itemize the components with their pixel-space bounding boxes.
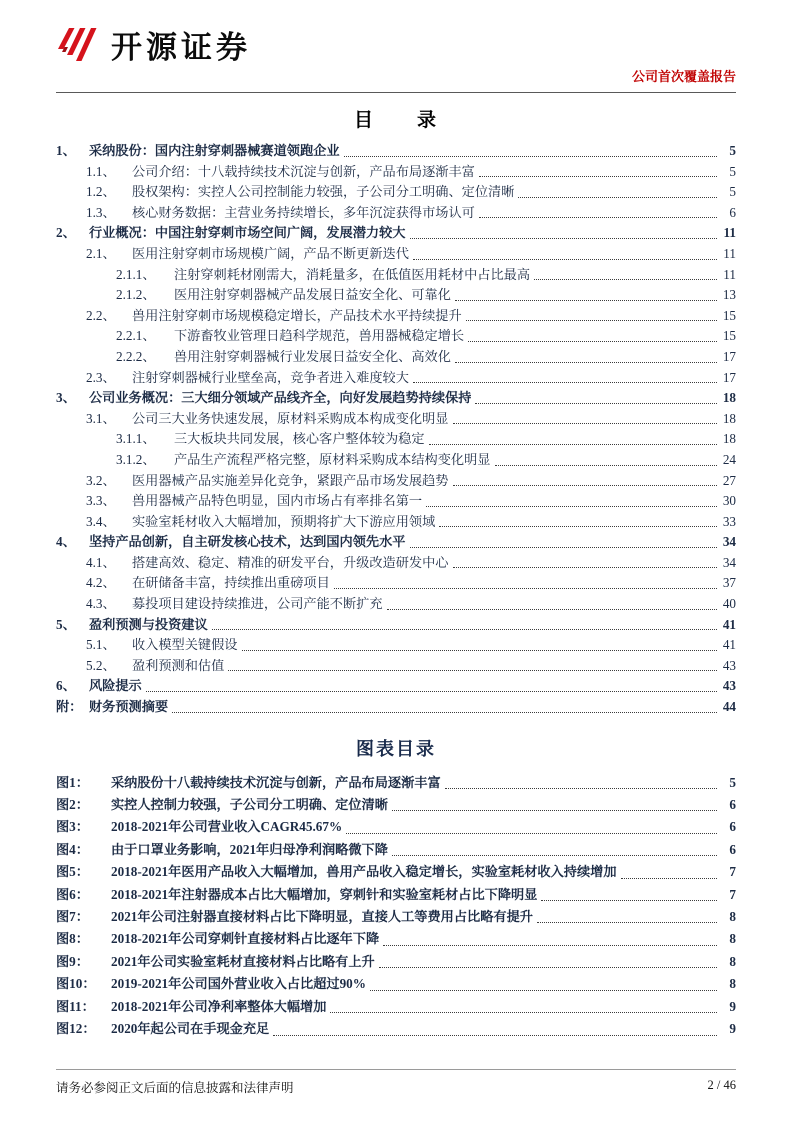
entry-number: 5.2、 (86, 657, 116, 673)
dot-leader (383, 928, 717, 945)
entry-title: 公司三大业务快速发展，原材料采购成本构成变化明显 (132, 410, 449, 426)
toc-entry[interactable] (56, 491, 736, 512)
entry-number: 3.1.2、 (116, 451, 156, 467)
dot-leader (455, 285, 717, 301)
entry-page-number: 8 (729, 909, 736, 925)
dot-leader (621, 861, 717, 878)
toc-entry[interactable] (56, 532, 736, 553)
entry-page-number: 18 (722, 410, 736, 426)
entry-number: 5.1、 (86, 637, 116, 653)
entry-number: 5、 (56, 616, 76, 632)
entry-title: 收入模型关键假设 (132, 637, 238, 653)
figure-toc-entry[interactable] (56, 1018, 736, 1040)
entry-title: 财务预测摘要 (89, 699, 169, 715)
entry-number: 3、 (56, 390, 76, 406)
toc-entry[interactable] (56, 347, 736, 368)
dot-leader (413, 244, 717, 260)
figure-toc-entry[interactable] (56, 839, 736, 861)
entry-page-number: 7 (729, 864, 736, 880)
entry-number: 1.1、 (86, 163, 116, 179)
entry-title: 采纳股份十八载持续技术沉淀与创新，产品布局逐渐丰富 (111, 774, 441, 790)
entry-number: 图1： (56, 774, 89, 790)
dot-leader (466, 306, 717, 322)
figure-toc-entry[interactable] (56, 884, 736, 906)
entry-page-number: 37 (722, 575, 736, 591)
entry-number: 图4： (56, 841, 89, 857)
entry-page-number: 34 (722, 534, 736, 550)
brand-logo (56, 22, 251, 67)
dot-leader (475, 388, 717, 404)
dot-leader (455, 347, 717, 363)
entry-title: 2021年公司实验室耗材直接材料占比略有上升 (111, 953, 375, 969)
dot-leader (379, 951, 717, 968)
figure-toc-entry[interactable] (56, 928, 736, 950)
toc-entry[interactable] (56, 388, 736, 409)
entry-page-number: 6 (729, 797, 736, 813)
dot-leader (330, 996, 717, 1013)
dot-leader (537, 906, 717, 923)
dot-leader (172, 697, 717, 713)
entry-number: 3.1、 (86, 410, 116, 426)
entry-number: 2.2.2、 (116, 348, 156, 364)
page-header (56, 20, 736, 86)
entry-page-number: 6 (729, 204, 736, 220)
entry-title: 医用器械产品实施差异化竞争，紧跟产品市场发展趋势 (132, 472, 449, 488)
entry-title: 兽用注射穿刺市场规模稳定增长，产品技术水平持续提升 (132, 307, 462, 323)
entry-title: 2020年起公司在手现金充足 (111, 1021, 270, 1037)
page-footer (56, 1069, 736, 1096)
dot-leader (392, 794, 717, 811)
entry-page-number: 5 (729, 184, 736, 200)
entry-number: 1.3、 (86, 204, 116, 220)
dot-leader (453, 471, 718, 487)
figure-toc-entry[interactable] (56, 861, 736, 883)
toc-entry[interactable] (56, 244, 736, 265)
entry-title: 2018-2021年医用产品收入大幅增加，兽用产品收入稳定增长，实验室耗材收入持续增加 (111, 864, 617, 880)
entry-title: 注射穿刺器械行业壁垒高，竞争者进入难度较大 (132, 369, 409, 385)
toc-entry[interactable] (56, 450, 736, 471)
entry-page-number: 40 (722, 596, 736, 612)
toc-entry[interactable] (56, 594, 736, 615)
dot-leader (146, 676, 717, 692)
entry-page-number: 8 (729, 976, 736, 992)
footer-page-number: 2 / 46 (707, 1078, 736, 1092)
entry-number: 2.2.1、 (116, 328, 156, 344)
entry-page-number: 13 (722, 287, 736, 303)
entry-page-number: 17 (722, 369, 736, 385)
dot-leader (426, 491, 717, 507)
toc-entry[interactable] (56, 615, 736, 636)
entry-title: 医用注射穿刺市场规模广阔，产品不断更新迭代 (132, 245, 409, 261)
entry-title: 医用注射穿刺器械产品发展日益安全化、可靠化 (174, 287, 451, 303)
entry-page-number: 8 (729, 931, 736, 947)
toc-entry[interactable] (56, 368, 736, 389)
entry-page-number: 11 (723, 225, 736, 241)
toc-entry[interactable] (56, 573, 736, 594)
brand-name: 开源证券 (111, 30, 251, 65)
dot-leader (387, 594, 717, 610)
entry-number: 图3： (56, 819, 89, 835)
figure-toc-entry[interactable] (56, 772, 736, 794)
dot-leader (518, 182, 717, 198)
entry-title: 盈利预测和估值 (132, 657, 225, 673)
entry-title: 兽用器械产品特色明显，国内市场占有率排名第一 (132, 493, 423, 509)
entry-page-number: 34 (722, 554, 736, 570)
entry-title: 2018-2021年公司净利率整体大幅增加 (111, 998, 327, 1014)
entry-page-number: 7 (729, 886, 736, 902)
entry-number: 1.2、 (86, 184, 116, 200)
entry-page-number: 5 (729, 143, 736, 158)
entry-page-number: 15 (722, 307, 736, 323)
dot-leader (392, 839, 717, 856)
dot-leader (212, 615, 717, 631)
entry-page-number: 41 (722, 616, 736, 632)
entry-title: 2018-2021年公司营业收入CAGR45.67% (111, 819, 343, 835)
entry-title: 实验室耗材收入大幅增加，预期将扩大下游应用领域 (132, 513, 436, 529)
entry-number: 2.1.2、 (116, 287, 156, 303)
toc-entry[interactable] (56, 409, 736, 430)
entry-page-number: 24 (722, 451, 736, 467)
dot-leader (242, 635, 718, 651)
toc-entry[interactable] (56, 141, 736, 162)
entry-title: 行业概况：中国注射穿刺市场空间广阔，发展潜力较大 (89, 225, 406, 241)
dot-leader (370, 973, 717, 990)
toc-entry[interactable] (56, 512, 736, 533)
entry-title: 股权架构：实控人公司控制能力较强，子公司分工明确、定位清晰 (132, 184, 515, 200)
entry-title: 三大板块共同发展，核心客户整体较为稳定 (174, 431, 425, 447)
entry-title: 由于口罩业务影响，2021年归母净利润略微下降 (111, 841, 388, 857)
toc-entry[interactable] (56, 471, 736, 492)
entry-title: 公司介绍：十八载持续技术沉淀与创新，产品布局逐渐丰富 (132, 163, 475, 179)
entry-number: 3.4、 (86, 513, 116, 529)
entry-page-number: 9 (729, 998, 736, 1014)
dot-leader (534, 265, 717, 281)
entry-title: 2019-2021年公司国外营业收入占比超过90% (111, 976, 366, 992)
toc-entry[interactable] (56, 553, 736, 574)
entry-title: 在研储备丰富，持续推出重磅项目 (132, 575, 330, 591)
figure-toc-entry[interactable] (56, 794, 736, 816)
entry-number: 6、 (56, 678, 76, 694)
entry-title: 注射穿刺耗材刚需大，消耗量多，在低值医用耗材中占比最高 (174, 266, 531, 282)
dot-leader (429, 429, 717, 445)
entry-number: 图5： (56, 864, 89, 880)
entry-title: 核心财务数据：主营业务持续增长，多年沉淀获得市场认可 (132, 204, 475, 220)
entry-title: 下游畜牧业管理日趋科学规范，兽用器械稳定增长 (174, 328, 465, 344)
entry-number: 3.2、 (86, 472, 116, 488)
dot-leader (468, 326, 717, 342)
entry-number: 1、 (56, 143, 76, 158)
entry-page-number: 6 (729, 819, 736, 835)
entry-page-number: 11 (723, 245, 736, 261)
entry-title: 2021年公司注射器直接材料占比下降明显，直接人工等费用占比略有提升 (111, 909, 533, 925)
entry-page-number: 18 (722, 390, 736, 406)
entry-number: 3.3、 (86, 493, 116, 509)
entry-number: 4、 (56, 534, 76, 550)
entry-number: 图10： (56, 976, 96, 992)
dot-leader (273, 1018, 717, 1035)
entry-page-number: 18 (722, 431, 736, 447)
dot-leader (453, 553, 718, 569)
entry-page-number: 15 (722, 328, 736, 344)
toc-entry[interactable] (56, 326, 736, 347)
entry-number: 4.2、 (86, 575, 116, 591)
entry-title: 盈利预测与投资建议 (89, 616, 208, 632)
entry-number: 4.3、 (86, 596, 116, 612)
toc-entry[interactable] (56, 676, 736, 697)
entry-number: 2.2、 (86, 307, 116, 323)
entry-page-number: 5 (729, 163, 736, 179)
dot-leader (344, 141, 717, 157)
entry-page-number: 8 (729, 953, 736, 969)
entry-number: 4.1、 (86, 554, 116, 570)
figure-toc-entry[interactable] (56, 816, 736, 838)
toc-entry[interactable] (56, 656, 736, 677)
figure-toc-title: 图表目录 (356, 738, 436, 759)
entry-title: 搭建高效、稳定、精准的研发平台，升级改造研发中心 (132, 554, 449, 570)
entry-number: 图9： (56, 953, 89, 969)
entry-number: 3.1.1、 (116, 431, 156, 447)
entry-title: 产品生产流程严格完整，原材料采购成本结构变化明显 (174, 451, 491, 467)
toc-entry[interactable] (56, 429, 736, 450)
toc-list (56, 141, 736, 718)
toc-entry[interactable] (56, 203, 736, 224)
entry-page-number: 5 (729, 774, 736, 790)
kaiyuan-logo-icon (56, 22, 102, 67)
entry-number: 图6： (56, 886, 89, 902)
entry-page-number: 17 (722, 348, 736, 364)
figure-toc-entry[interactable] (56, 996, 736, 1018)
entry-number: 2.1.1、 (116, 266, 156, 282)
dot-leader (413, 368, 717, 384)
figure-toc-list (56, 772, 736, 1041)
entry-title: 兽用注射穿刺器械行业发展日益安全化、高效化 (174, 348, 451, 364)
entry-page-number: 6 (729, 841, 736, 857)
figure-toc-entry[interactable] (56, 906, 736, 928)
entry-page-number: 33 (722, 513, 736, 529)
entry-number: 图8： (56, 931, 89, 947)
entry-title: 坚持产品创新，自主研发核心技术，达到国内领先水平 (89, 534, 406, 550)
entry-page-number: 30 (722, 493, 736, 509)
toc-title: 目 录 (353, 110, 438, 131)
toc-entry[interactable] (56, 697, 736, 718)
entry-title: 公司业务概况：三大细分领域产品线齐全，向好发展趋势持续保持 (89, 390, 472, 406)
entry-title: 2018-2021年注射器成本占比大幅增加，穿刺针和实验室耗材占比下降明显 (111, 886, 538, 902)
entry-page-number: 43 (722, 678, 736, 694)
toc-entry[interactable] (56, 182, 736, 203)
entry-number: 图2： (56, 797, 89, 813)
toc-entry[interactable] (56, 635, 736, 656)
footer-disclaimer: 请务必参阅正文后面的信息披露和法律声明 (56, 1081, 294, 1095)
dot-leader (479, 203, 717, 219)
entry-title: 2018-2021年公司穿刺针直接材料占比逐年下降 (111, 931, 380, 947)
dot-leader (334, 573, 717, 589)
entry-page-number: 41 (722, 637, 736, 653)
toc-entry[interactable] (56, 162, 736, 183)
dot-leader (439, 512, 717, 528)
dot-leader (346, 816, 717, 833)
header-divider (56, 92, 736, 93)
entry-number: 2.3、 (86, 369, 116, 385)
toc-entry[interactable] (56, 285, 736, 306)
entry-number: 2、 (56, 225, 76, 241)
entry-number: 附： (56, 699, 83, 715)
entry-title: 风险提示 (89, 678, 142, 694)
dot-leader (410, 223, 718, 239)
entry-number: 2.1、 (86, 245, 116, 261)
entry-number: 图12： (56, 1021, 96, 1037)
toc-entry[interactable] (56, 306, 736, 327)
entry-title: 实控人控制力较强，子公司分工明确、定位清晰 (111, 797, 388, 813)
dot-leader (445, 772, 717, 789)
report-type-label: 公司首次覆盖报告 (631, 69, 736, 84)
dot-leader (479, 162, 717, 178)
entry-number: 图11： (56, 998, 95, 1014)
dot-leader (228, 656, 717, 672)
dot-leader (495, 450, 718, 466)
figure-toc-entry[interactable] (56, 951, 736, 973)
entry-page-number: 43 (722, 657, 736, 673)
entry-number: 图7： (56, 909, 89, 925)
entry-page-number: 9 (729, 1021, 736, 1037)
entry-page-number: 11 (723, 266, 736, 282)
entry-title: 募投项目建设持续推进，公司产能不断扩充 (132, 596, 383, 612)
toc-entry[interactable] (56, 265, 736, 286)
entry-title: 采纳股份：国内注射穿刺器械赛道领跑企业 (89, 143, 340, 158)
entry-page-number: 27 (722, 472, 736, 488)
dot-leader (453, 409, 718, 425)
figure-toc-entry[interactable] (56, 973, 736, 995)
toc-entry[interactable] (56, 223, 736, 244)
dot-leader (410, 532, 718, 548)
dot-leader (541, 884, 717, 901)
entry-page-number: 44 (722, 699, 736, 715)
